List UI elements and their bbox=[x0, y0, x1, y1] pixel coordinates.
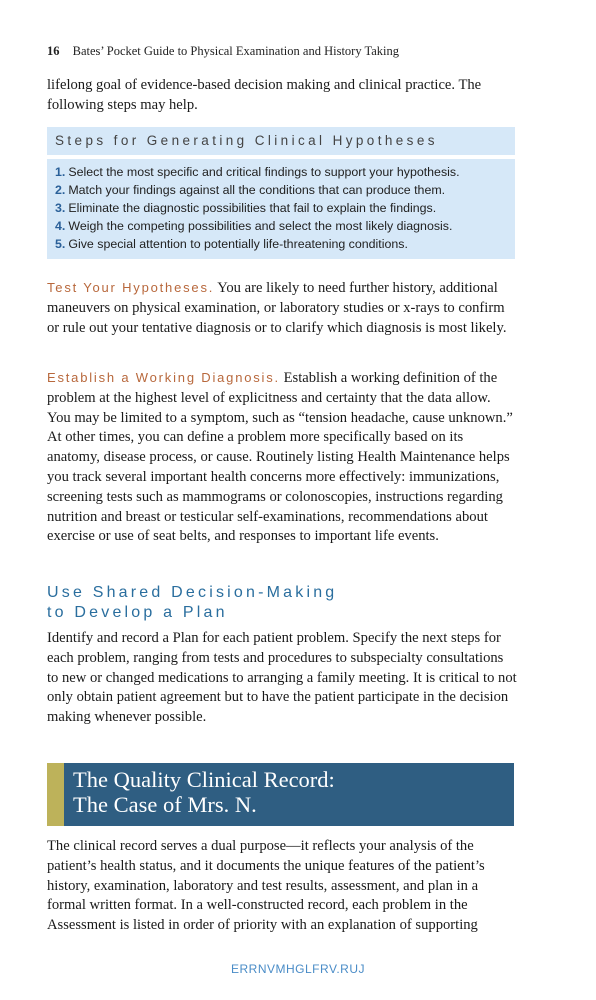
test-hypotheses-text: You are likely to need further history, additional maneuvers on physical examination, or laboratory studies or x-rays to confirm or rule out your tentative diagnosis or to clarify which diagnosis is most likely. bbox=[47, 280, 507, 336]
shared-decision-paragraph: Identify and record a Plan for each patient problem. Specify the next steps for each problem, ranging from tests and procedures to subspecialty consultations to new or changed medications to arranging a family meeting. It is critical to not only obtain patient agreement but to have the patient participate in the decision making whenever possible. bbox=[47, 630, 517, 726]
step-text: Match your findings against all the conditions that can produce them. bbox=[68, 183, 446, 197]
steps-box bbox=[47, 159, 515, 259]
shared-decision-heading-line1: Use Shared Decision-Making bbox=[47, 584, 338, 601]
page-number: 16 bbox=[47, 44, 60, 58]
step-number: 2. bbox=[55, 183, 66, 197]
step-number: 4. bbox=[55, 219, 66, 233]
running-title: Bates’ Pocket Guide to Physical Examination and History Taking bbox=[72, 44, 400, 58]
clinical-record-paragraph: The clinical record serves a dual purpose—it reflects your analysis of the patient’s health status, and it documents the unique features of the patient’s history, examination, laboratory and test results, assessment, and plan in a formal written format. In a well-constructed record, each problem in the Assessment is listed in order of priority with an explanation of supporting bbox=[47, 838, 485, 934]
watermark-text: ERRNVMHGLFRV.RUJ bbox=[230, 962, 366, 976]
step-text: Give special attention to potentially life-threatening conditions. bbox=[68, 237, 408, 251]
working-diagnosis-paragraph bbox=[47, 368, 517, 547]
step-item bbox=[55, 217, 507, 235]
step-number: 3. bbox=[55, 201, 66, 215]
step-text: Weigh the competing possibilities and select the most likely diagnosis. bbox=[68, 219, 453, 233]
step-item bbox=[55, 163, 507, 181]
step-number: 1. bbox=[55, 165, 66, 179]
step-item bbox=[55, 199, 507, 217]
section-banner bbox=[47, 763, 514, 826]
step-number: 5. bbox=[55, 237, 66, 251]
test-hypotheses-paragraph bbox=[47, 278, 517, 338]
step-item bbox=[55, 235, 507, 253]
intro-paragraph: lifelong goal of evidence-based decision making and clinical practice. The following steps may help. bbox=[47, 77, 482, 113]
working-diagnosis-text: Establish a working definition of the problem at the highest level of explicitness and certainty that the data allow. You may be limited to a symptom, such as “tension headache, cause unknown.” At other times, you can define a problem more specifically based on its anatomy, disease process, or cause. Routinely listing Health Maintenance helps you track several important health concerns more effectively: immunizations, screening tests such as mammograms or colonoscopies, instructions regarding nutrition and breast or testicular self-examinations, recommendations about exercise or use of seat belts, and responses to important life events. bbox=[47, 370, 513, 545]
test-hypotheses-heading: Test Your Hypotheses. bbox=[47, 280, 215, 295]
banner-title-line1: The Quality Clinical Record: bbox=[73, 767, 335, 792]
banner-title-line2: The Case of Mrs. N. bbox=[73, 792, 257, 817]
steps-box-title: Steps for Generating Clinical Hypotheses bbox=[47, 127, 515, 155]
working-diagnosis-heading: Establish a Working Diagnosis. bbox=[47, 370, 280, 385]
step-text: Select the most specific and critical findings to support your hypothesis. bbox=[68, 165, 460, 179]
banner-title bbox=[73, 767, 335, 817]
shared-decision-heading bbox=[47, 583, 337, 623]
steps-list bbox=[55, 163, 507, 253]
running-header bbox=[47, 44, 399, 59]
banner-accent-bar bbox=[47, 763, 64, 826]
shared-decision-heading-line2: to Develop a Plan bbox=[47, 604, 228, 621]
step-text: Eliminate the diagnostic possibilities that fail to explain the findings. bbox=[68, 201, 437, 215]
step-item bbox=[55, 181, 507, 199]
